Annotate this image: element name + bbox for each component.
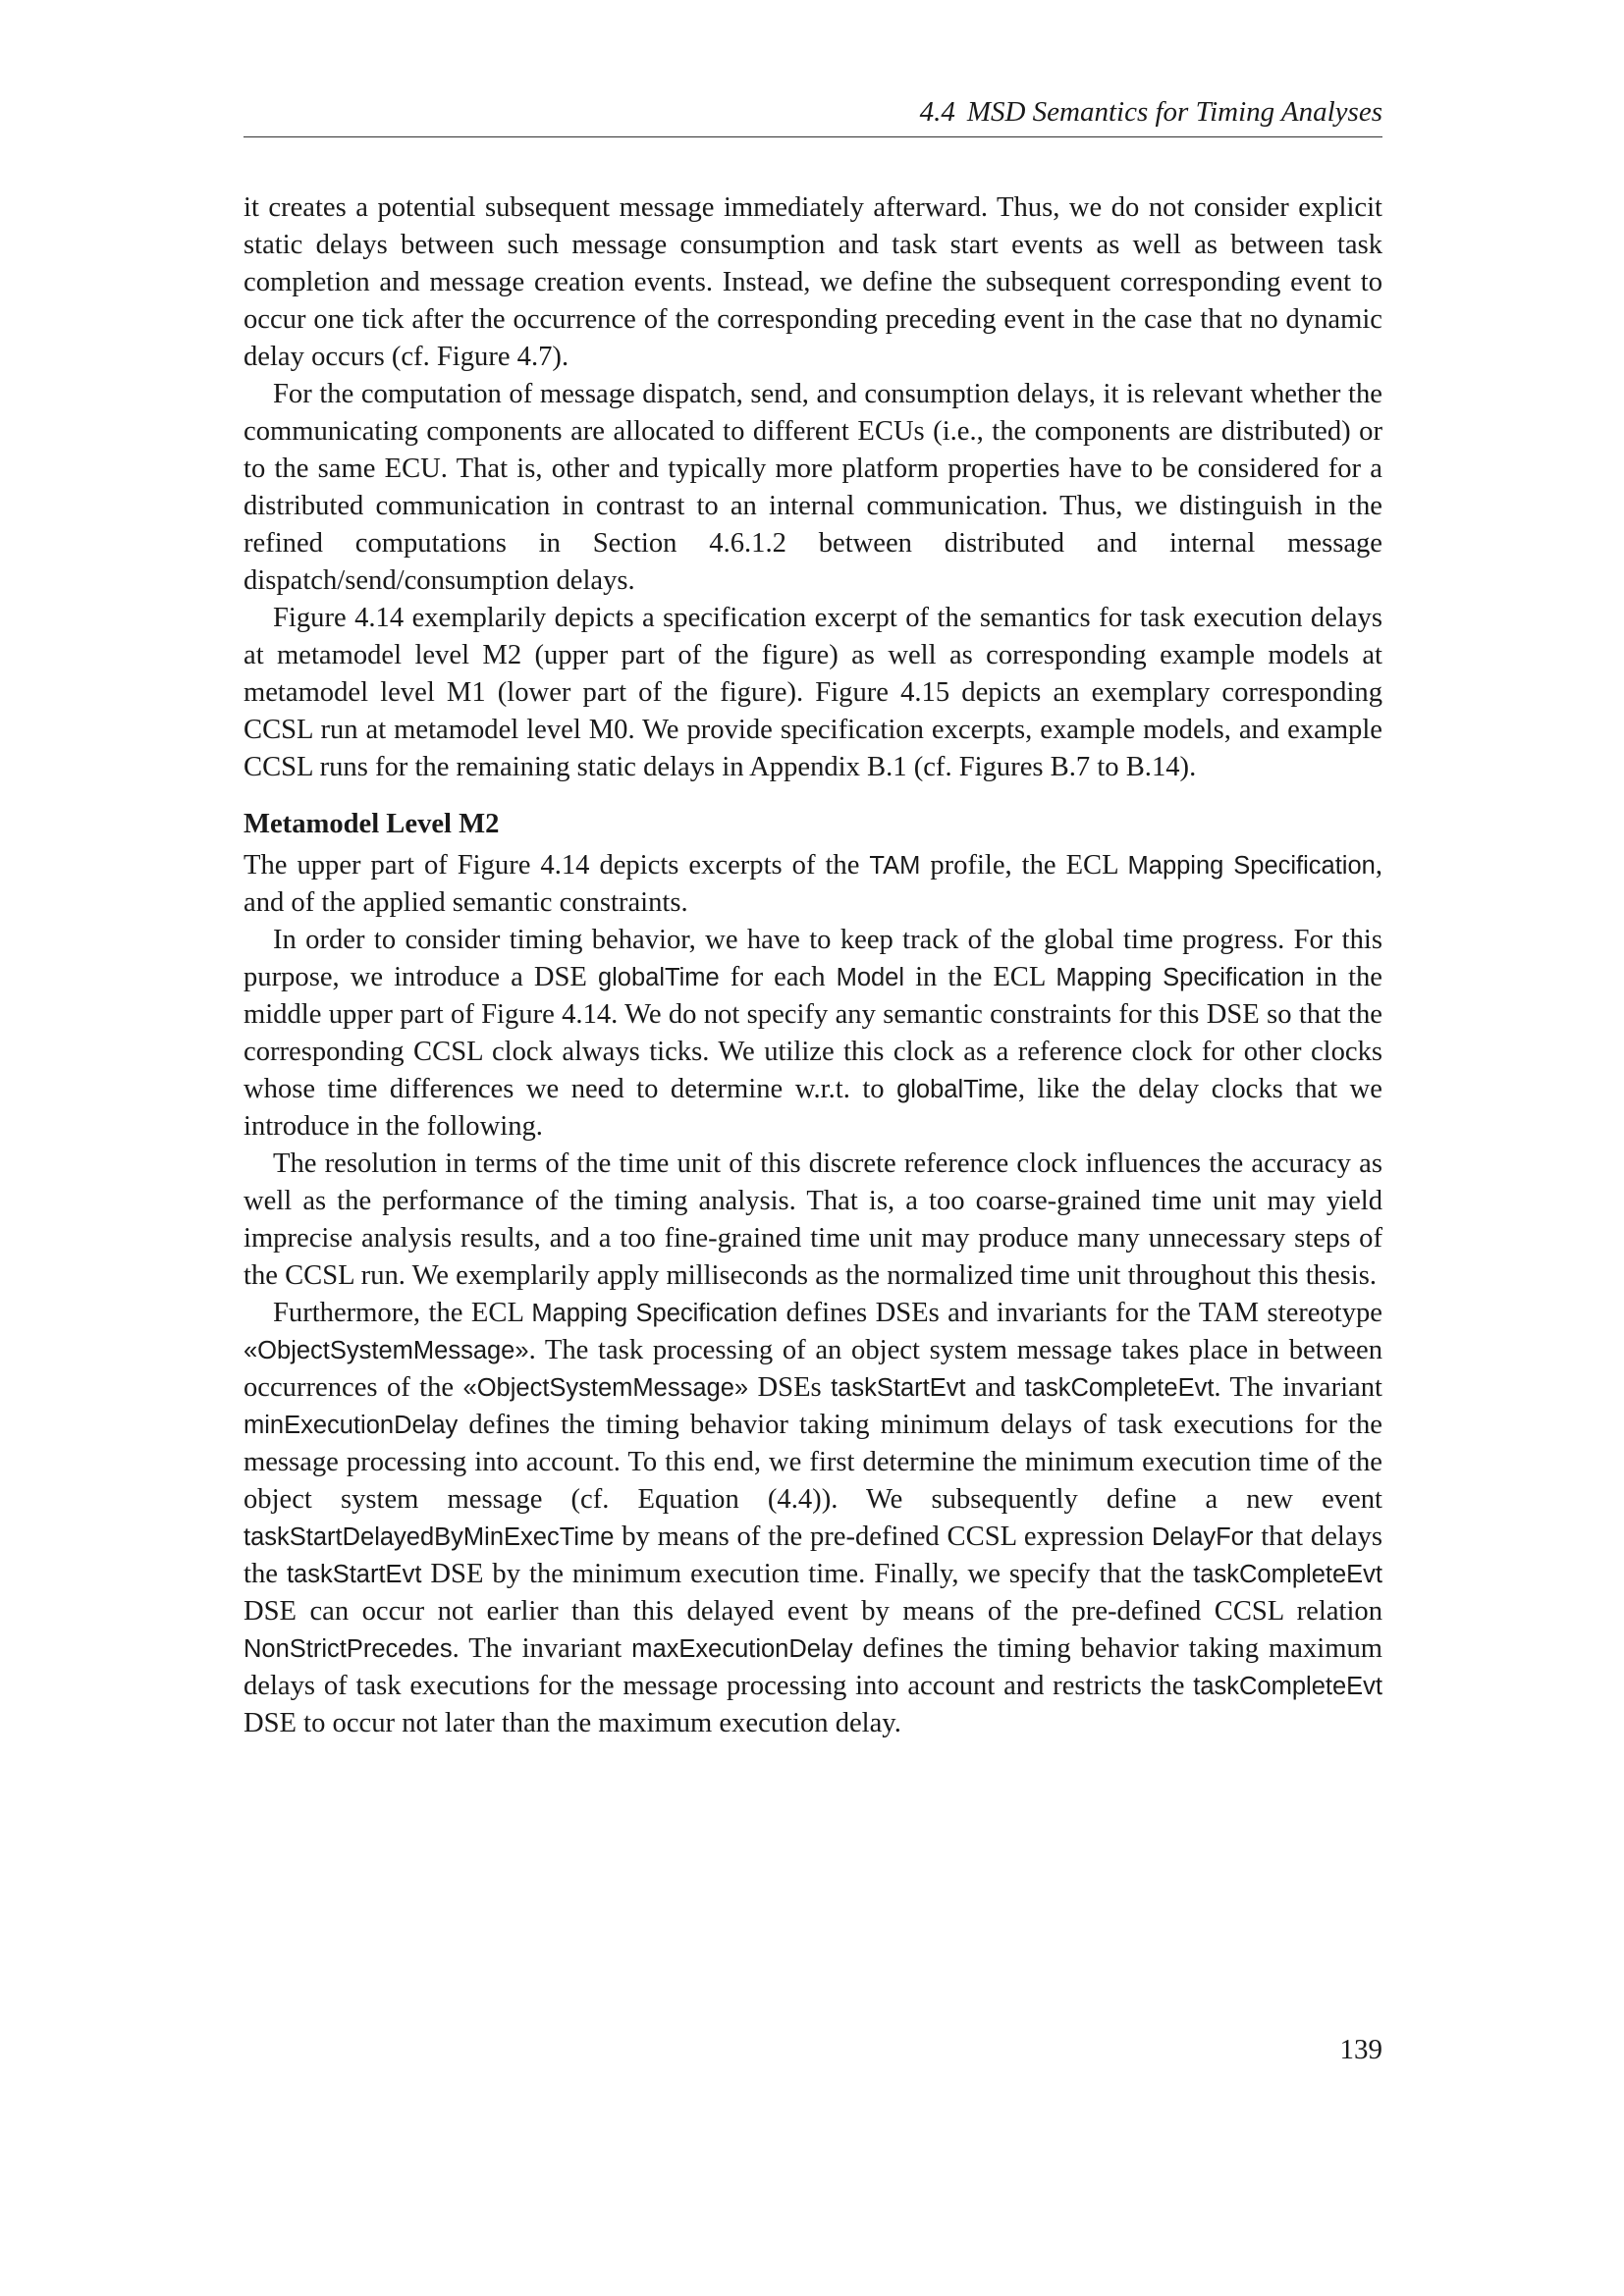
code-term: Mapping Specification [1056,964,1305,991]
paragraph-2-text: For the computation of message dispatch, send, and consumption delays, it is relevant whether the communicating components are allocated to different ECUs (i.e., the components are distributed) or to the same ECU. That is, other and typically more platform properties have to be considered for a distributed communication in contrast to an internal communication. Thus, we distinguish in the refined computations in Section 4.6.1.2 between distributed and internal message dispatch/send/consumption delays. [244,379,1382,596]
paragraph-2 [244,376,1382,600]
text-run: for each [719,962,837,992]
paragraph-3-text: Figure 4.14 exemplarily depicts a specification excerpt of the semantics for task execution delays at metamodel level M2 (upper part of the figure) as well as corresponding example models at metamodel level M1 (lower part of the figure). Figure 4.15 depicts an exemplary corresponding CCSL run at metamodel level M0. We provide specification excerpts, example models, and example CCSL runs for the remaining static delays in Appendix B.1 (cf. Figures B.7 to B.14). [244,603,1382,782]
text-run: defines the timing behavior taking minimum delays of task executions for the message processing into account. To this end, we first determine the minimum execution time of the object system message (cf. Equation (4.4)). We subsequently define a new event [244,1410,1382,1515]
code-term: taskCompleteEvt [1193,1673,1382,1700]
code-term: taskStartEvt [831,1374,966,1402]
text-run: in the ECL [904,962,1056,992]
subsection-title: Metamodel Level M2 [244,809,500,839]
code-term: globalTime [597,964,720,991]
text-run: . The task processing of an object system message takes place in between occurrences of the [244,1335,1382,1403]
code-term: «ObjectSystemMessage» [462,1374,749,1402]
code-term: taskCompleteEvt [1024,1374,1215,1402]
text-run: and [965,1372,1025,1403]
paragraph-7 [244,1295,1382,1742]
paragraph-5 [244,922,1382,1146]
code-term: maxExecutionDelay [631,1635,853,1663]
page [244,0,1382,2296]
code-term: DelayFor [1151,1523,1254,1551]
paragraph-1-text: it creates a potential subsequent message immediately afterward. Thus, we do not consider explicit static delays between such message consumption and task start events as well as between task completion and message creation events. Instead, we define the subsequent corresponding event to occur one tick after the occurrence of the corresponding preceding event in the case that no dynamic delay occurs (cf. Figure 4.7). [244,192,1382,372]
code-term: globalTime [896,1076,1018,1103]
paragraph-3 [244,600,1382,786]
header-section-number: 4.4 [919,96,955,128]
code-term: Model [836,964,905,991]
page-number: 139 [1339,2034,1382,2065]
code-term: taskStartEvt [286,1561,422,1588]
text-run: in the middle upper part of Figure 4.14. We do not specify any semantic constraints for this DSE so that the corresponding CCSL clock always ticks. We utilize this clock as a reference clock for other clocks whose time differences we need to determine w.r.t. to [244,962,1382,1104]
text-run: . The invariant [452,1633,632,1664]
code-term: minExecutionDelay [244,1412,459,1439]
code-term: taskStartDelayedByMinExecTime [244,1523,615,1551]
paragraph-4 [244,847,1382,922]
text-run: . The invariant [1214,1372,1382,1403]
text-run: that delays the [244,1522,1382,1589]
header-section-title: MSD Semantics for Timing Analyses [966,96,1382,128]
text-run: The upper part of Figure 4.14 depicts excerpts of the [244,850,870,881]
code-term: NonStrictPrecedes [244,1635,453,1663]
text-run: defines DSEs and invariants for the TAM stereotype [778,1298,1382,1328]
code-term: «ObjectSystemMessage» [244,1337,529,1364]
body-text [244,189,1382,1742]
text-run: Furthermore, the ECL [273,1298,532,1328]
paragraph-6-text: The resolution in terms of the time unit of this discrete reference clock influences the accuracy as well as the performance of the timing analysis. That is, a too coarse-grained time unit may yield imprecise analysis results, and a too fine-grained time unit may produce many unnecessary steps of the CCSL run. We exemplarily apply milliseconds as the normalized time unit throughout this thesis. [244,1148,1382,1291]
text-run: by means of the pre-defined CCSL expression [614,1522,1152,1552]
text-run: DSE to occur not later than the maximum execution delay. [244,1708,901,1738]
text-run: defines the timing behavior taking maximum delays of task executions for the message processing into account and restricts the [244,1633,1382,1701]
text-run: profile, the ECL [920,850,1128,881]
paragraph-1 [244,189,1382,376]
paragraph-6 [244,1146,1382,1295]
text-run: DSE by the minimum execution time. Finally, we specify that the [421,1559,1194,1589]
code-term: taskCompleteEvt [1193,1561,1382,1588]
code-term: Mapping Specification [531,1300,779,1327]
text-run: In order to consider timing behavior, we have to keep track of the global time progress. For this purpose, we introduce a DSE [244,925,1382,992]
text-run: , and of the applied semantic constraints. [244,850,1382,918]
running-header [244,94,1382,137]
text-run: DSEs [748,1372,832,1403]
code-term: Mapping Specification [1127,852,1376,880]
text-run: DSE can occur not earlier than this delayed event by means of the pre-defined CCSL relation [244,1596,1382,1627]
text-run: , like the delay clocks that we introduce in the following. [244,1074,1382,1142]
code-term: TAM [869,852,921,880]
